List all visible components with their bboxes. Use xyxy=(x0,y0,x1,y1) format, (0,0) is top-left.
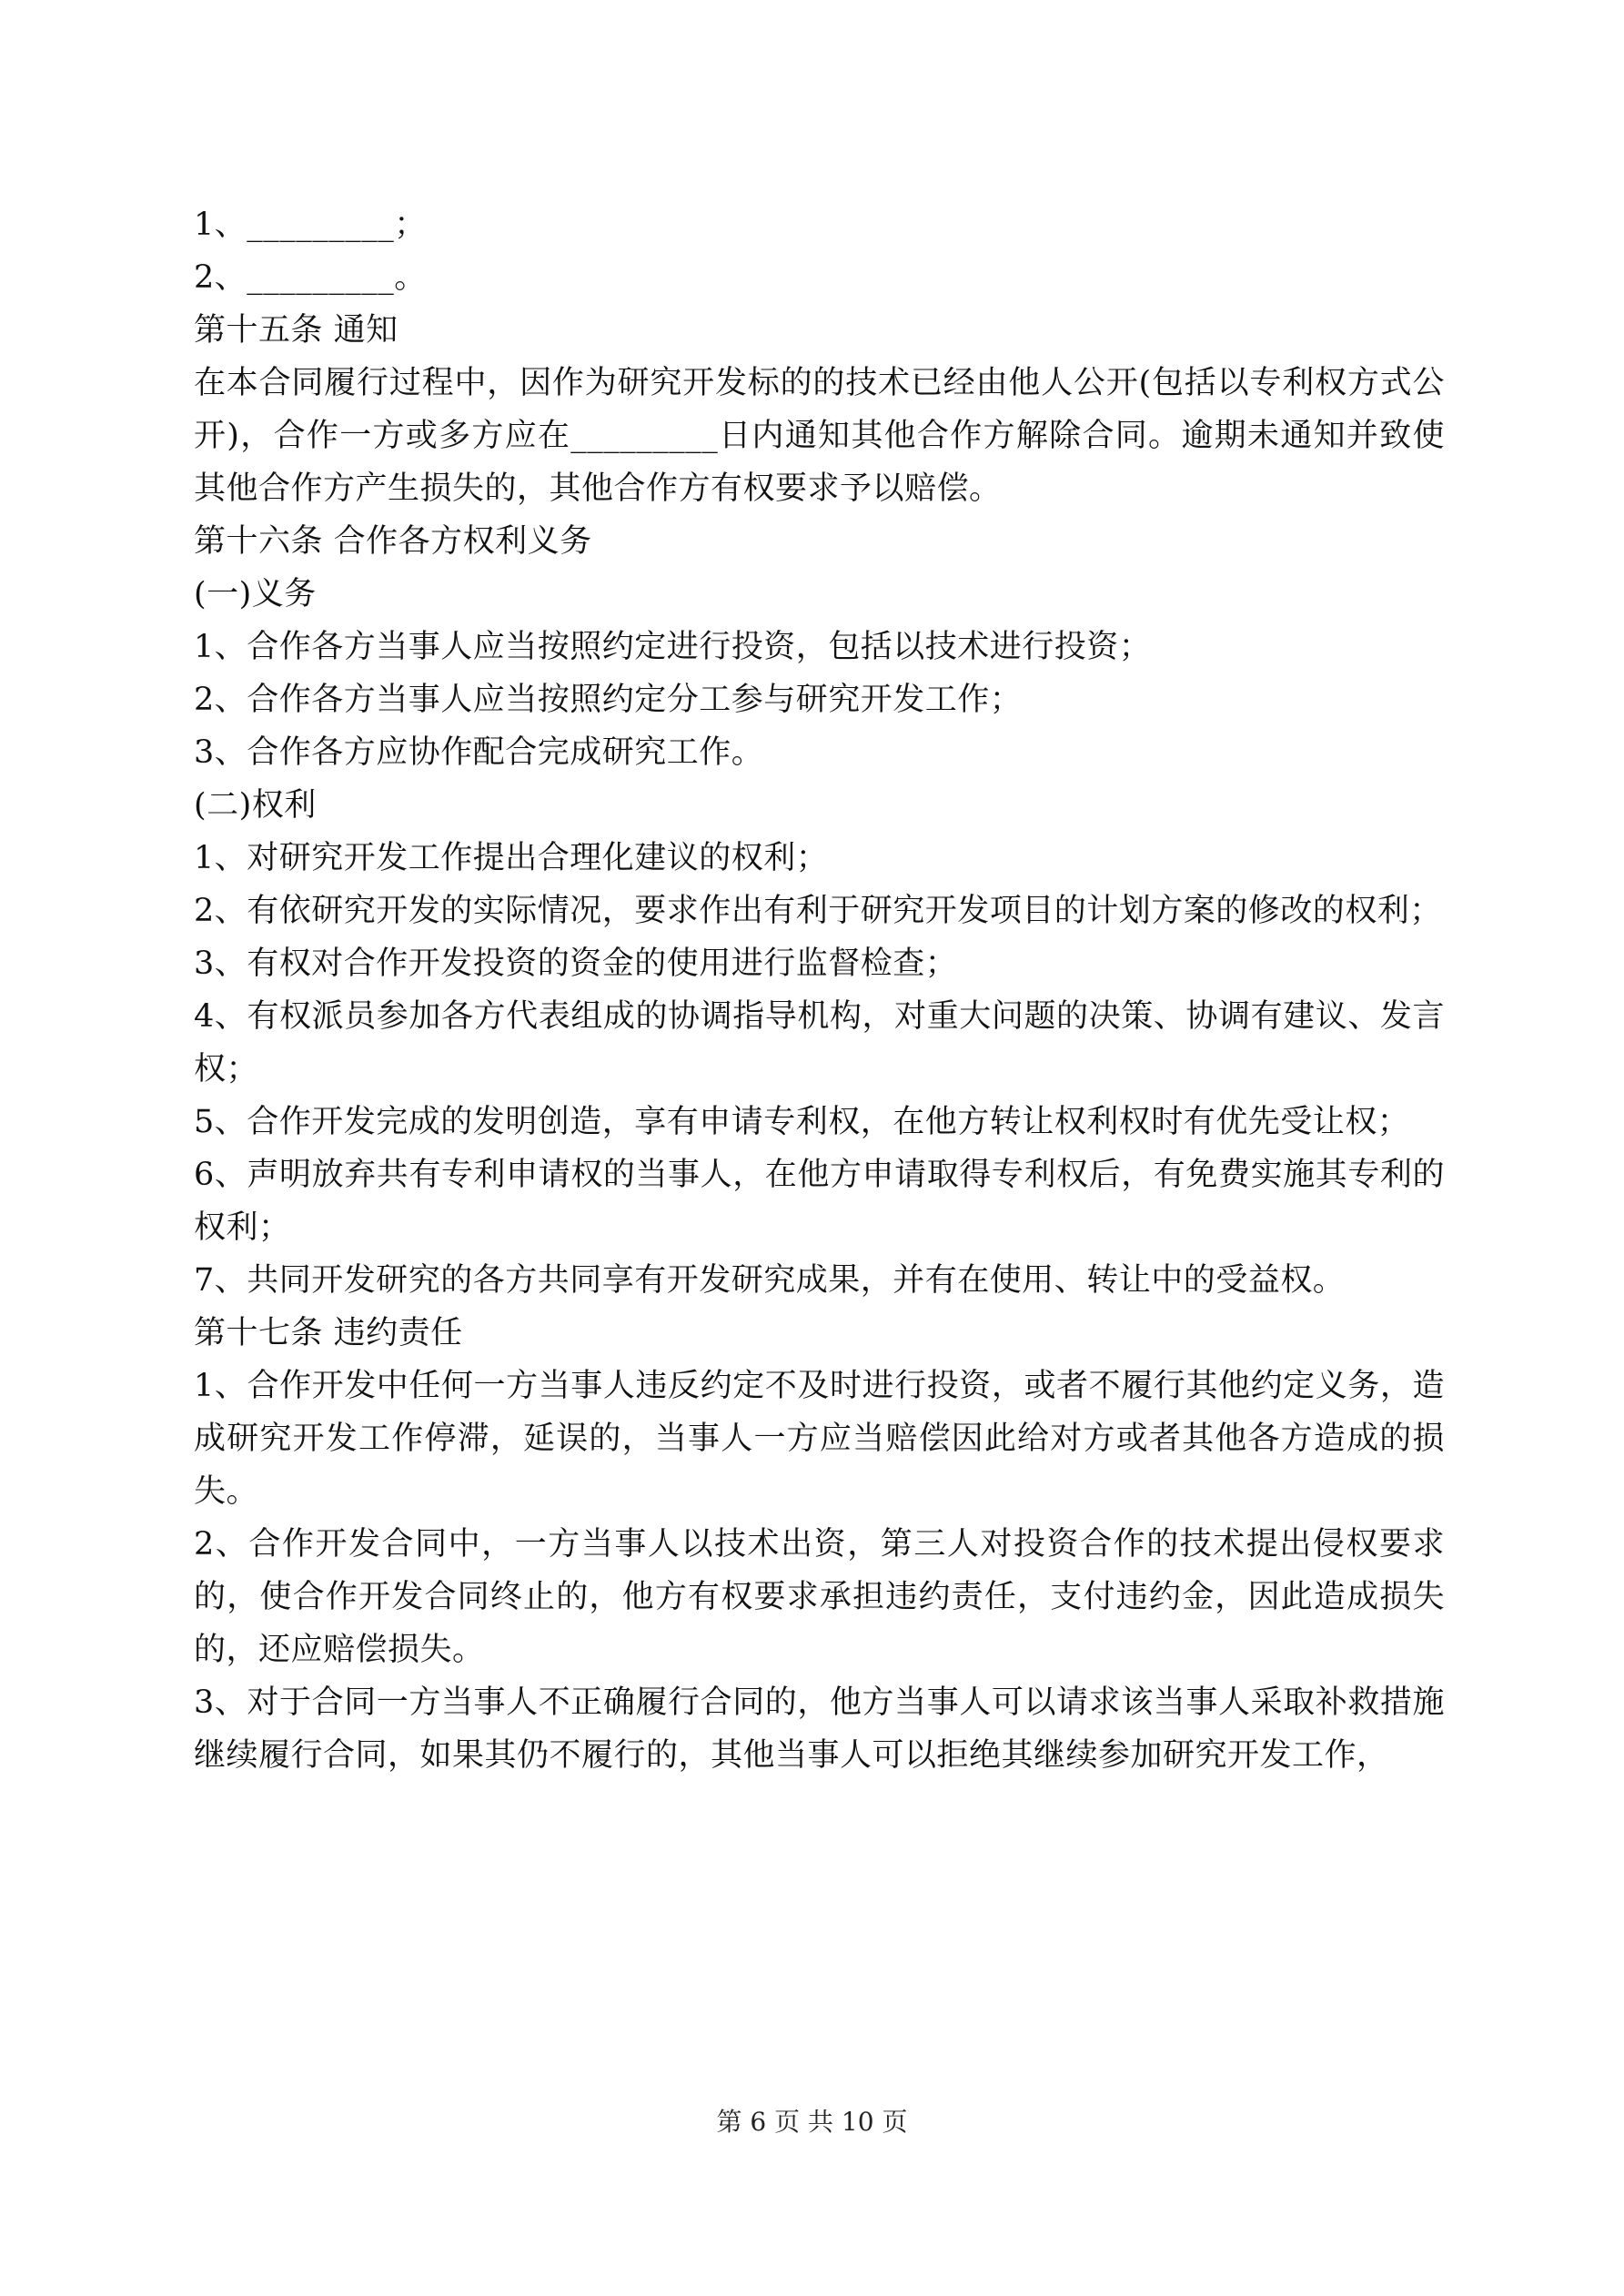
right-item-1: 1、对研究开发工作提出合理化建议的权利； xyxy=(194,840,829,876)
obligations-subheading: (一)义务 xyxy=(194,576,317,612)
article-15-body: 在本合同履行过程中，因作为研究开发标的的技术已经由他人公开(包括以专利权方式公开)，合作一方或多方应在_________日内通知其他合作方解除合同。逾期未通知并致使其他合作方产生损失的，其他合作方有权要求予以赔偿。 xyxy=(194,365,1445,507)
article-17-heading: 第十七条 违约责任 xyxy=(194,1315,463,1351)
liability-item-2: 2、合作开发合同中，一方当事人以技术出资，第三人对投资合作的技术提出侵权要求的，使合作开发合同终止的，他方有权要求承担违约责任，支付违约金，因此造成损失的，还应赔偿损失。 xyxy=(194,1526,1445,1668)
document-body xyxy=(194,198,1445,1782)
right-item-6: 6、声明放弃共有专利申请权的当事人，在他方申请取得专利权后，有免费实施其专利的权利； xyxy=(194,1157,1445,1246)
article-15-heading: 第十五条 通知 xyxy=(194,312,398,349)
list-item-2-blank: 2、_________。 xyxy=(194,259,427,296)
obligation-item-3: 3、合作各方应协作配合完成研究工作。 xyxy=(194,734,764,771)
rights-subheading: (二)权利 xyxy=(194,787,317,824)
right-item-5: 5、合作开发完成的发明创造，享有申请专利权，在他方转让权利权时有优先受让权； xyxy=(194,1104,1410,1140)
right-item-2: 2、有依研究开发的实际情况，要求作出有利于研究开发项目的计划方案的修改的权利； xyxy=(194,893,1442,929)
right-item-3: 3、有权对合作开发投资的资金的使用进行监督检查； xyxy=(194,946,958,982)
article-16-heading: 第十六条 合作各方权利义务 xyxy=(194,523,592,560)
list-item-1-blank: 1、_________； xyxy=(194,207,427,243)
right-item-4: 4、有权派员参加各方代表组成的协调指导机构，对重大问题的决策、协调有建议、发言权； xyxy=(194,998,1445,1087)
right-item-7: 7、共同开发研究的各方共同享有开发研究成果，并有在使用、转让中的受益权。 xyxy=(194,1262,1346,1299)
liability-item-1: 1、合作开发中任何一方当事人违反约定不及时进行投资，或者不履行其他约定义务，造成研究开发工作停滞，延误的，当事人一方应当赔偿因此给对方或者其他各方造成的损失。 xyxy=(194,1368,1445,1510)
obligation-item-1: 1、合作各方当事人应当按照约定进行投资，包括以技术进行投资； xyxy=(194,629,1152,665)
liability-item-3: 3、对于合同一方当事人不正确履行合同的，他方当事人可以请求该当事人采取补救措施继续履行合同，如果其仍不履行的，其他当事人可以拒绝其继续参加研究开发工作， xyxy=(194,1684,1445,1774)
page-number-footer: 第 6 页 共 10 页 xyxy=(716,2107,908,2137)
obligation-item-2: 2、合作各方当事人应当按照约定分工参与研究开发工作； xyxy=(194,682,1023,718)
